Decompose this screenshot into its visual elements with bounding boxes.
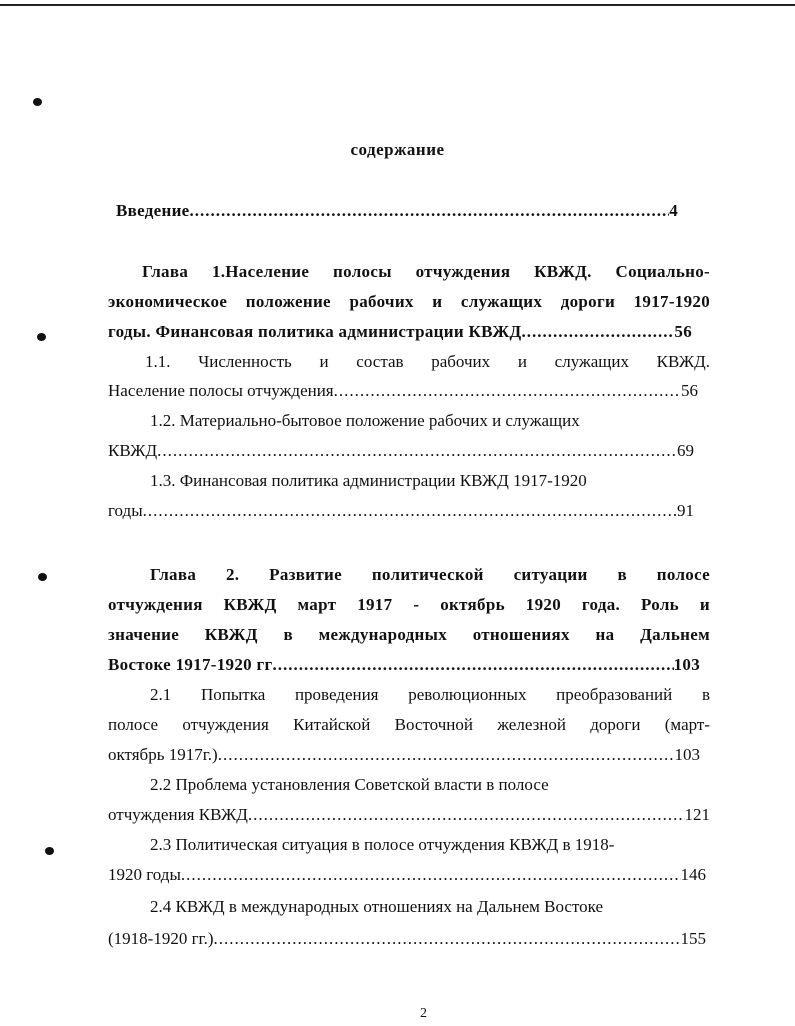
leader-dots	[181, 864, 681, 886]
section-text: годы	[108, 501, 143, 520]
section-1-3-line1: 1.3. Финансовая политика администрации КВЖД 1917-1920	[150, 471, 587, 490]
section-2-4-line1: 2.4 КВЖД в международных отношениях на Дальнем Востоке	[150, 897, 604, 916]
toc-entry-intro	[116, 200, 678, 222]
section-1-1-line2	[108, 380, 698, 402]
toc-entry-page: 56	[681, 381, 698, 400]
section-text: октябрь 1917г.)	[108, 745, 218, 764]
section-text: Население полосы отчуждения	[108, 381, 334, 400]
section-2-2-line1: 2.2 Проблема установления Советской власти в полосе	[150, 775, 549, 794]
page-number: 2	[420, 1006, 427, 1021]
chapter2-heading-line2: отчуждения КВЖД март 1917 - октябрь 1920 года. Роль и	[108, 595, 710, 614]
chapter1-heading-line3	[108, 321, 692, 343]
toc-entry-page: 4	[669, 201, 678, 220]
toc-entry-page: 69	[677, 441, 694, 460]
toc-entry-page: 155	[680, 929, 706, 948]
section-1-1-line1: 1.1. Численность и состав рабочих и служащих КВЖД.	[145, 352, 710, 371]
page-title: содержание	[350, 140, 445, 159]
leader-dots	[157, 440, 677, 462]
section-2-3-line2	[108, 864, 706, 886]
chapter2-heading-line4	[108, 654, 700, 676]
leader-dots	[248, 804, 685, 826]
chapter2-heading-line1: Глава 2. Развитие политической ситуации в полосе	[150, 565, 710, 584]
toc-entry-label: Введение	[116, 201, 190, 220]
section-text: 1920 годы	[108, 865, 181, 884]
section-1-2-line2	[108, 440, 694, 462]
punch-hole-mark	[38, 573, 47, 581]
section-1-3-line2	[108, 500, 694, 522]
leader-dots	[143, 500, 677, 522]
leader-dots	[218, 744, 675, 766]
section-text: отчуждения КВЖД	[108, 805, 248, 824]
toc-entry-page: 103	[674, 745, 700, 764]
leader-dots	[190, 200, 670, 222]
chapter2-heading-text: Востоке 1917-1920 гг	[108, 655, 273, 674]
section-1-2-line1: 1.2. Материально-бытовое положение рабочих и служащих	[150, 411, 580, 430]
section-2-3-line1: 2.3 Политическая ситуация в полосе отчуждения КВЖД в 1918-	[150, 835, 615, 854]
toc-entry-page: 103	[673, 655, 700, 674]
section-text: КВЖД	[108, 441, 158, 460]
chapter2-heading-line3: значение КВЖД в международных отношениях на Дальнем	[108, 625, 710, 644]
section-2-1-line3	[108, 744, 700, 766]
punch-hole-mark	[45, 847, 54, 855]
toc-entry-page: 91	[677, 501, 694, 520]
chapter1-heading-text: годы. Финансовая политика администрации КВЖД	[108, 322, 522, 341]
punch-hole-mark	[37, 333, 46, 341]
leader-dots	[334, 380, 681, 402]
toc-entry-page: 146	[680, 865, 706, 884]
leader-dots	[214, 928, 681, 950]
chapter1-heading-line2: экономическое положение рабочих и служащих дороги 1917-1920	[108, 292, 710, 311]
section-2-4-line2	[108, 928, 706, 950]
section-text: (1918-1920 гг.)	[108, 929, 214, 948]
chapter1-heading-line1: Глава 1.Население полосы отчуждения КВЖД. Социально-	[142, 262, 710, 281]
section-2-2-line2	[108, 804, 710, 826]
punch-hole-mark	[33, 98, 42, 106]
leader-dots	[273, 654, 674, 676]
section-2-1-line2: полосе отчуждения Китайской Восточной железной дороги (март-	[108, 715, 710, 734]
toc-entry-page: 121	[684, 805, 710, 824]
toc-entry-page: 56	[674, 322, 692, 341]
top-border-line	[0, 4, 795, 6]
section-2-1-line1: 2.1 Попытка проведения революционных преобразований в	[150, 685, 710, 704]
leader-dots	[521, 321, 674, 343]
